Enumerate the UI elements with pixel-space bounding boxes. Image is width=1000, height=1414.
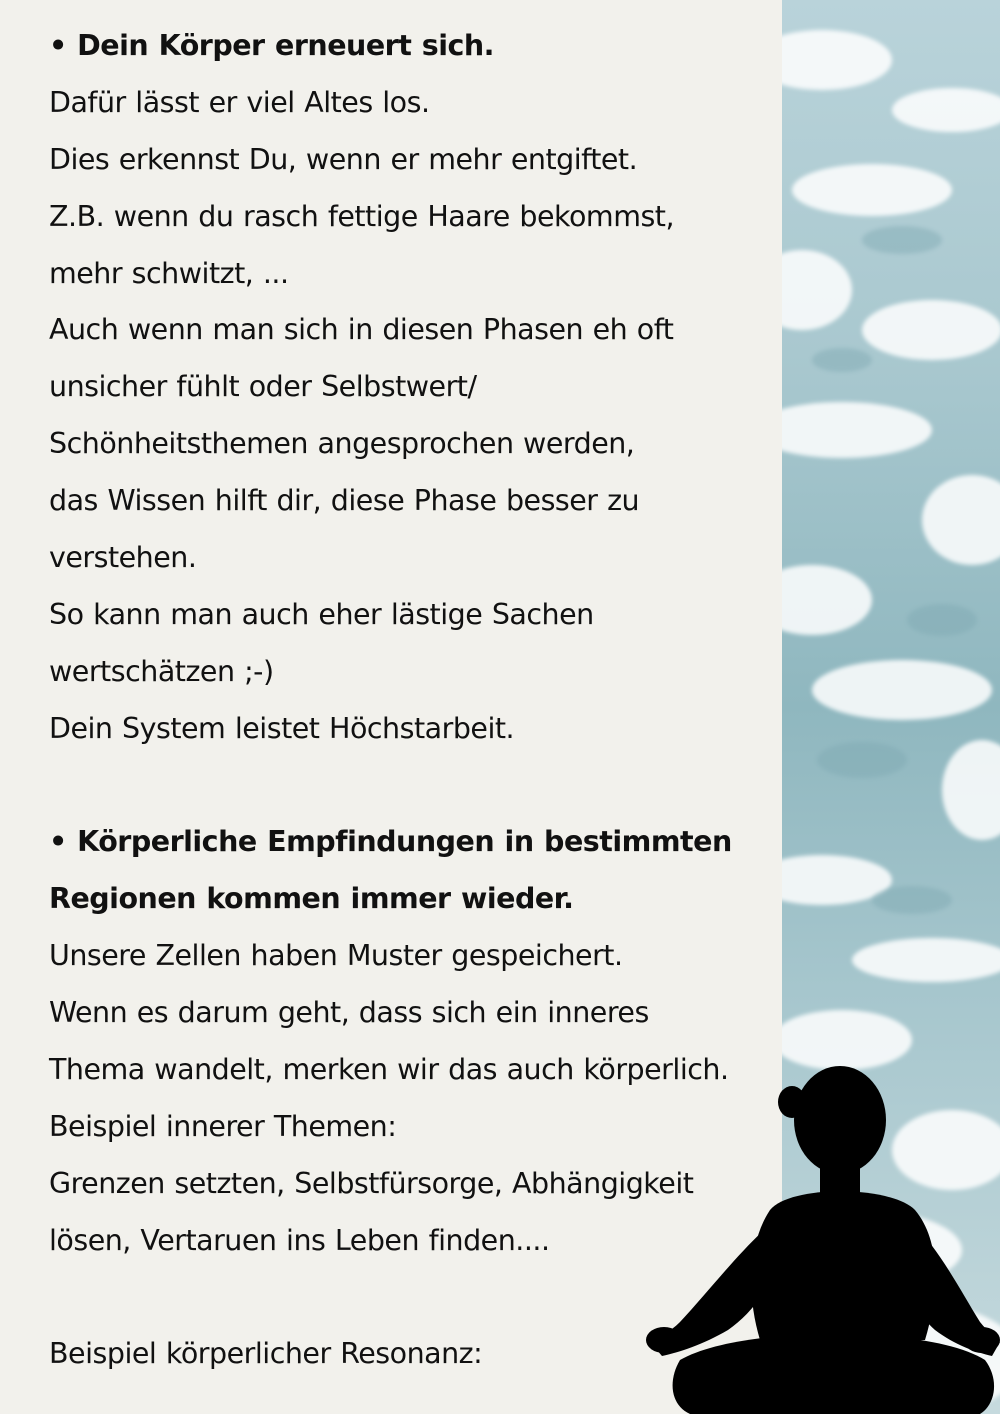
blank-line <box>49 758 789 815</box>
text-line: wertschätzen ;-) <box>49 654 274 688</box>
text-line: unsicher fühlt oder Selbstwert/ <box>49 370 477 404</box>
text-line: das Wissen hilft dir, diese Phase besser zu <box>49 484 640 518</box>
text-line: verstehen. <box>49 541 197 575</box>
text-line: Dein System leistet Höchstarbeit. <box>49 711 515 745</box>
text-line: Dafür lässt er viel Altes los. <box>49 85 430 119</box>
heading-line: • Dein Körper erneuert sich. <box>49 29 494 62</box>
text-line: Z.B. wenn du rasch fettige Haare bekommst, <box>49 199 675 233</box>
text-line: Wenn es darum geht, dass sich ein inneres <box>49 996 649 1030</box>
text-line: lösen, Vertaruen ins Leben finden.... <box>49 1223 550 1257</box>
text-line: mehr schwitzt, ... <box>49 256 289 290</box>
text-line: Thema wandelt, merken wir das auch körperlich. <box>49 1053 729 1087</box>
heading-line: • Körperliche Empfindungen in bestimmten <box>49 825 732 859</box>
text-line: Dies erkennst Du, wenn er mehr entgiftet. <box>49 142 638 176</box>
text-line: Beispiel körperlicher Resonanz: <box>49 1337 483 1371</box>
text-line: Auch wenn man sich in diesen Phasen eh oft <box>49 313 674 347</box>
text-line: Grenzen setzten, Selbstfürsorge, Abhängigkeit <box>49 1166 694 1200</box>
text-line: Schönheitsthemen angesprochen werden, <box>49 427 635 461</box>
heading-line: Regionen kommen immer wieder. <box>49 882 574 916</box>
meditating-person-silhouette <box>640 1060 1000 1414</box>
text-line: Unsere Zellen haben Muster gespeichert. <box>49 939 623 973</box>
text-line: So kann man auch eher lästige Sachen <box>49 597 594 631</box>
text-line: Beispiel innerer Themen: <box>49 1109 397 1143</box>
